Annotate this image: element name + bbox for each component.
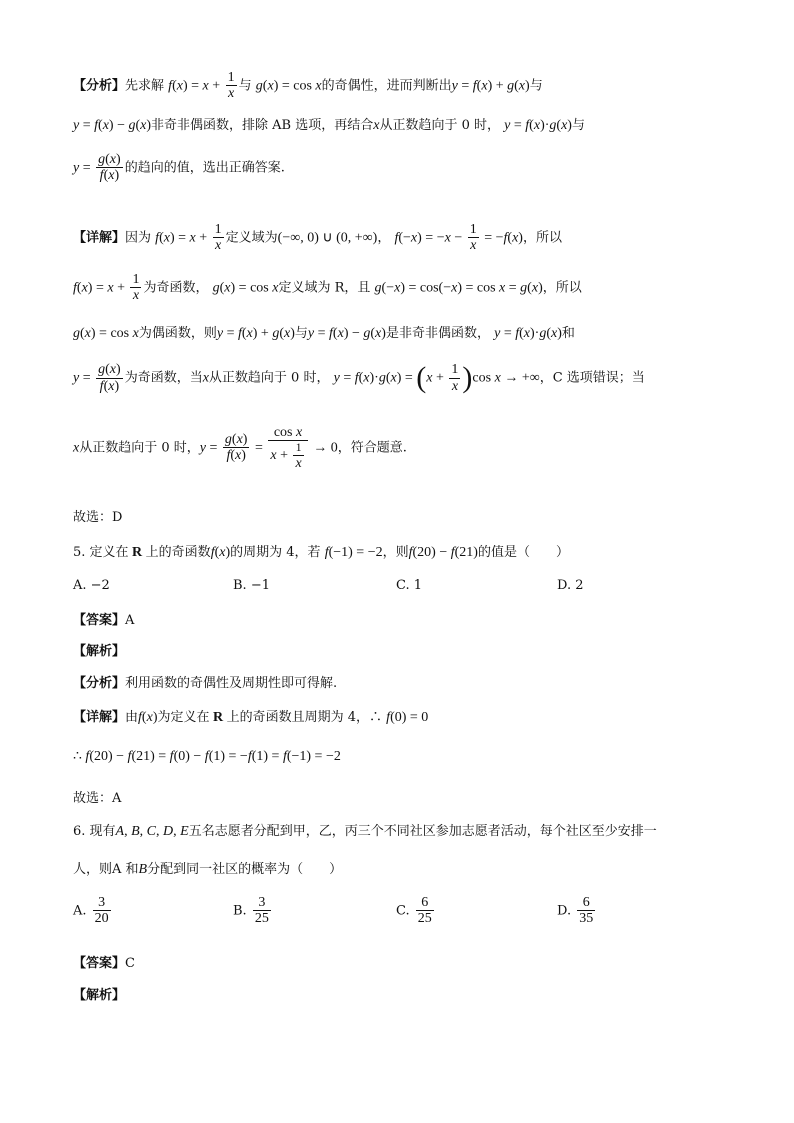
q5-detail: 【详解】由f(x)为定义在 R 上的奇函数且周期为 4，∴ f(0) = 0 xyxy=(73,710,429,725)
q5-derivation: ∴ f(20) − f(21) = f(0) − f(1) = −f(1) = f(−1) = −2 xyxy=(73,749,341,764)
q5-final: 故选：A xyxy=(73,791,122,806)
q5-jiexi-label: 【解析】 xyxy=(73,644,126,659)
question-6-stem-1: 6. 现有A, B, C, D, E五名志愿者分配到甲，乙，丙三个不同社区参加志愿者活动，每个社区至少安排一 xyxy=(73,824,657,839)
q5-option-c: C. 1 xyxy=(396,578,423,593)
detail-line-5: x从正数趋向于 0 时，y = $\frac{g(x)}{f(x)}$ = cos x x + $\frac{1}{x}$ → 0，符合题意. xyxy=(73,425,407,471)
detail-line-4: y = $\frac{g(x)}{f(x)}$ 为奇函数，当x从正数趋向于 0 时， y = f(x)·g(x) = (x + $\frac{1}{x}$ )cos x → +∞，C 选项错误；当 xyxy=(73,361,645,394)
q6-option-c: C. $\frac{6}{25}$ xyxy=(396,895,432,927)
question-5-stem: 5. 定义在 R 上的奇函数f(x)的周期为 4，若 f(−1) = −2，则f(20) − f(21)的值是（ ） xyxy=(73,545,569,560)
q6-option-d: D. $\frac{6}{35}$ xyxy=(557,895,594,927)
answer-4: 故选：D xyxy=(73,510,123,525)
q6-option-b: B. $\frac{3}{25}$ xyxy=(233,895,269,927)
question-6-stem-2: 人，则A 和B分配到同一社区的概率为（ ） xyxy=(73,862,343,877)
detail-line-3: g(x) = cos x为偶函数，则y = f(x) + g(x)与y = f(x) − g(x)是非奇非偶函数， y = f(x)·g(x)和 xyxy=(73,326,575,341)
q6-answer: 【答案】C xyxy=(73,956,135,971)
analysis-line-1: 【分析】先求解 f(x) = x + $\frac{1}{x}$ 与 g(x) = cos x的奇偶性，进而判断出y = f(x) + g(x)与 xyxy=(73,70,543,102)
q5-option-b: B. −1 xyxy=(233,578,270,593)
q5-option-a: A. −2 xyxy=(73,578,110,593)
detail-line-1: 【详解】因为 f(x) = x + $\frac{1}{x}$ 定义域为(−∞, 0) ∪ (0, +∞)， f(−x) = −x − $\frac{1}{x}$ = −f(x)，所以 xyxy=(73,222,562,254)
analysis-line-2: y = f(x) − g(x)非奇非偶函数，排除 AB 选项，再结合x从正数趋向于 0 时， y = f(x)·g(x)与 xyxy=(73,118,585,133)
q5-option-d: D. 2 xyxy=(557,578,584,593)
q6-jiexi-label: 【解析】 xyxy=(73,988,126,1003)
analysis-line-3: y = $\frac{g(x)}{f(x)}$ 的趋向的值，选出正确答案. xyxy=(73,152,285,184)
detail-line-2: f(x) = x + $\frac{1}{x}$ 为奇函数， g(x) = cos x定义域为 R，且 g(−x) = cos(−x) = cos x = g(x)，所以 xyxy=(73,272,582,304)
q6-option-a: A. $\frac{3}{20}$ xyxy=(73,895,109,927)
q5-analysis: 【分析】利用函数的奇偶性及周期性即可得解. xyxy=(73,676,338,691)
q5-answer: 【答案】A xyxy=(73,613,135,628)
